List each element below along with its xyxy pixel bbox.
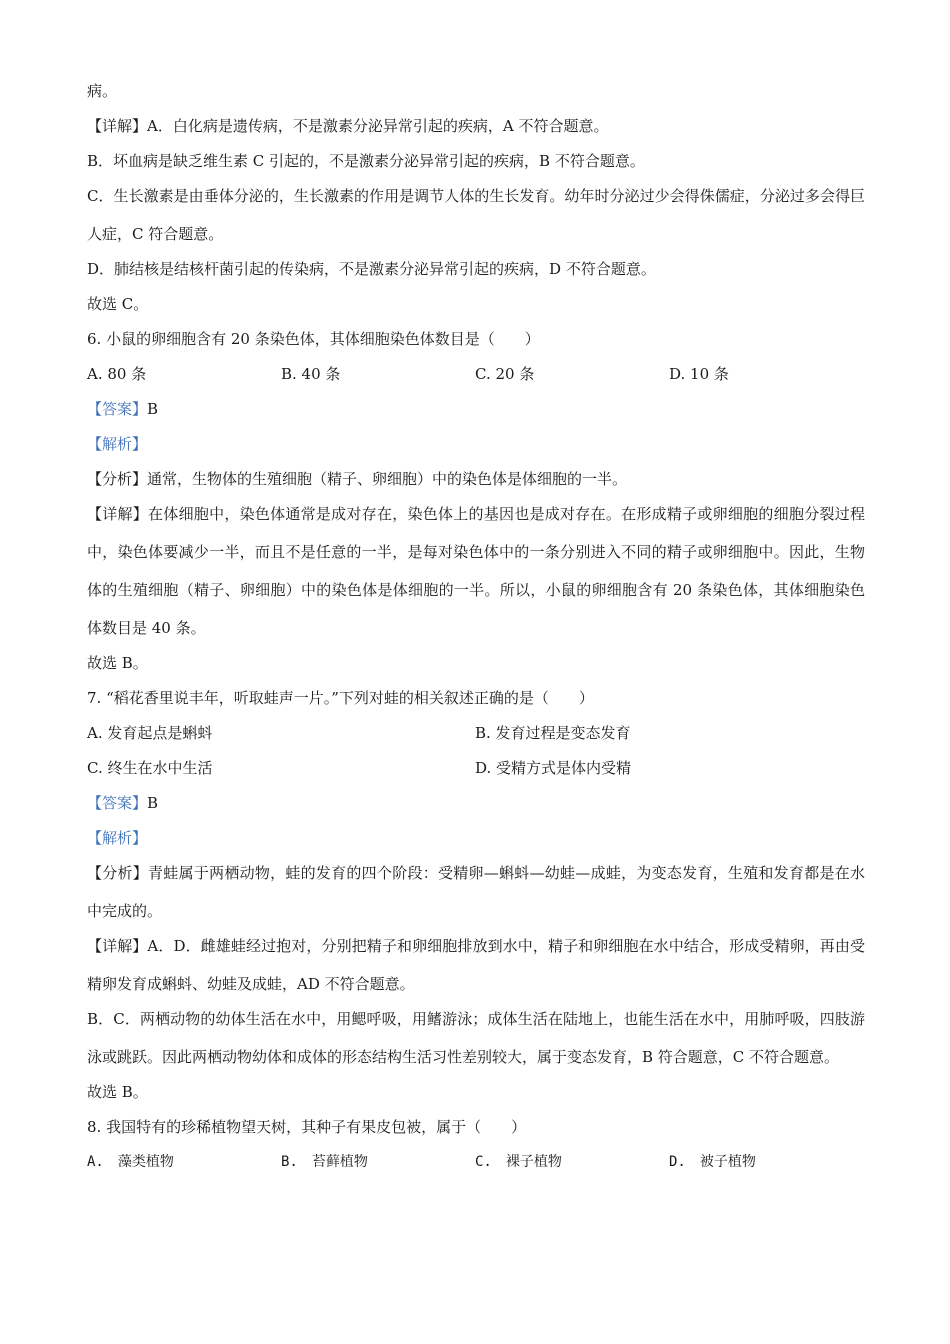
q7-option-b: B. 发育过程是变态发育 — [475, 724, 631, 742]
q6-option-c: C. 20 条 — [475, 365, 535, 383]
q8-option-d: D. 被子植物 — [669, 1154, 756, 1170]
q6-fenxi-text: 通常，生物体的生殖细胞（精子、卵细胞）中的染色体是体细胞的一半。 — [147, 470, 628, 488]
q6-option-d: D. 10 条 — [669, 365, 729, 383]
q7-analysis-tag: 【解析】 — [87, 829, 148, 847]
q6-fenxi — [87, 466, 865, 492]
q7-detail-ad — [87, 927, 865, 1003]
q7-option-d: D. 受精方式是体内受精 — [475, 759, 632, 777]
q7-options-row1 — [87, 720, 865, 746]
document-page — [87, 78, 865, 1184]
q7-detail-bc: B．C．两栖动物的幼体生活在水中，用鳃呼吸，用鳍游泳；成体生活在陆地上，也能生活在水中，用肺呼吸，四肢游泳或跳跃。因此两栖动物幼体和成体的形态结构生活习性差别较大，属于变态发育，B 符合题意，C 不符合题意。 — [87, 1010, 865, 1066]
q7-option-c: C. 终生在水中生活 — [87, 759, 213, 777]
continued-line: 病。 — [87, 82, 118, 100]
detail-tag: 【详解】 — [87, 505, 149, 523]
q6-answer-value: B — [147, 400, 159, 418]
detail-tag: 【详解】 — [87, 937, 148, 955]
q5-detail-a-text: A．白化病是遗传病，不是激素分泌异常引起的疾病，A 不符合题意。 — [147, 117, 609, 135]
q8-option-a: A. 藻类植物 — [87, 1154, 174, 1170]
q6-options — [87, 361, 865, 387]
q6-option-a: A. 80 条 — [87, 365, 147, 383]
answer-tag: 【答案】 — [87, 794, 148, 812]
q5-detail-b: B．坏血病是缺乏维生素 C 引起的，不是激素分泌异常引起的疾病，B 不符合题意。 — [87, 152, 645, 170]
q7-answer-value: B — [147, 794, 159, 812]
q6-option-b: B. 40 条 — [281, 365, 341, 383]
q6-choose: 故选 B。 — [87, 654, 148, 672]
fenxi-tag: 【分析】 — [87, 470, 148, 488]
answer-tag: 【答案】 — [87, 400, 148, 418]
q7-option-a: A. 发育起点是蝌蚪 — [87, 724, 213, 742]
q7-choose: 故选 B。 — [87, 1083, 148, 1101]
q6-analysis-tag: 【解析】 — [87, 435, 148, 453]
q6-stem: 6. 小鼠的卵细胞含有 20 条染色体，其体细胞染色体数目是（ ） — [87, 330, 540, 348]
q6-answer — [87, 396, 865, 422]
q5-choose: 故选 C。 — [87, 295, 149, 313]
q6-detail-text: 在体细胞中，染色体通常是成对存在，染色体上的基因也是成对存在。在形成精子或卵细胞的细胞分裂过程中，染色体要减少一半，而且不是任意的一半，是每对染色体中的一条分别进入不同的精子或卵细胞中。因此，生物体的生殖细胞（精子、卵细胞）中的染色体是体细胞的一半。所以，小鼠的卵细胞含有 20 条染色体，其体细胞染色体数目是 40 条。 — [87, 505, 865, 637]
detail-tag: 【详解】 — [87, 117, 148, 135]
q7-fenxi — [87, 854, 865, 930]
fenxi-tag: 【分析】 — [87, 864, 149, 882]
q7-options-row2 — [87, 755, 865, 781]
q6-detail — [87, 495, 865, 647]
q8-stem: 8. 我国特有的珍稀植物望天树，其种子有果皮包被，属于（ ） — [87, 1118, 527, 1136]
q7-stem: 7. “稻花香里说丰年，听取蛙声一片。”下列对蛙的相关叙述正确的是（ ） — [87, 689, 594, 707]
q8-option-c: C. 裸子植物 — [475, 1154, 562, 1170]
q7-detail-ad-text: A．D．雌雄蛙经过抱对，分别把精子和卵细胞排放到水中，精子和卵细胞在水中结合，形成受精卵，再由受精卵发育成蝌蚪、幼蛙及成蛙，AD 不符合题意。 — [87, 937, 865, 993]
q8-options — [87, 1149, 865, 1175]
q8-option-b: B. 苔藓植物 — [281, 1154, 368, 1170]
q7-answer — [87, 790, 865, 816]
q5-detail-a — [87, 113, 865, 139]
q5-detail-c: C．生长激素是由垂体分泌的，生长激素的作用是调节人体的生长发育。幼年时分泌过少会得侏儒症，分泌过多会得巨人症，C 符合题意。 — [87, 187, 865, 243]
q7-fenxi-text: 青蛙属于两栖动物，蛙的发育的四个阶段：受精卵—蝌蚪—幼蛙—成蛙，为变态发育，生殖和发育都是在水中完成的。 — [87, 864, 865, 920]
q5-detail-d: D．肺结核是结核杆菌引起的传染病，不是激素分泌异常引起的疾病，D 不符合题意。 — [87, 260, 656, 278]
